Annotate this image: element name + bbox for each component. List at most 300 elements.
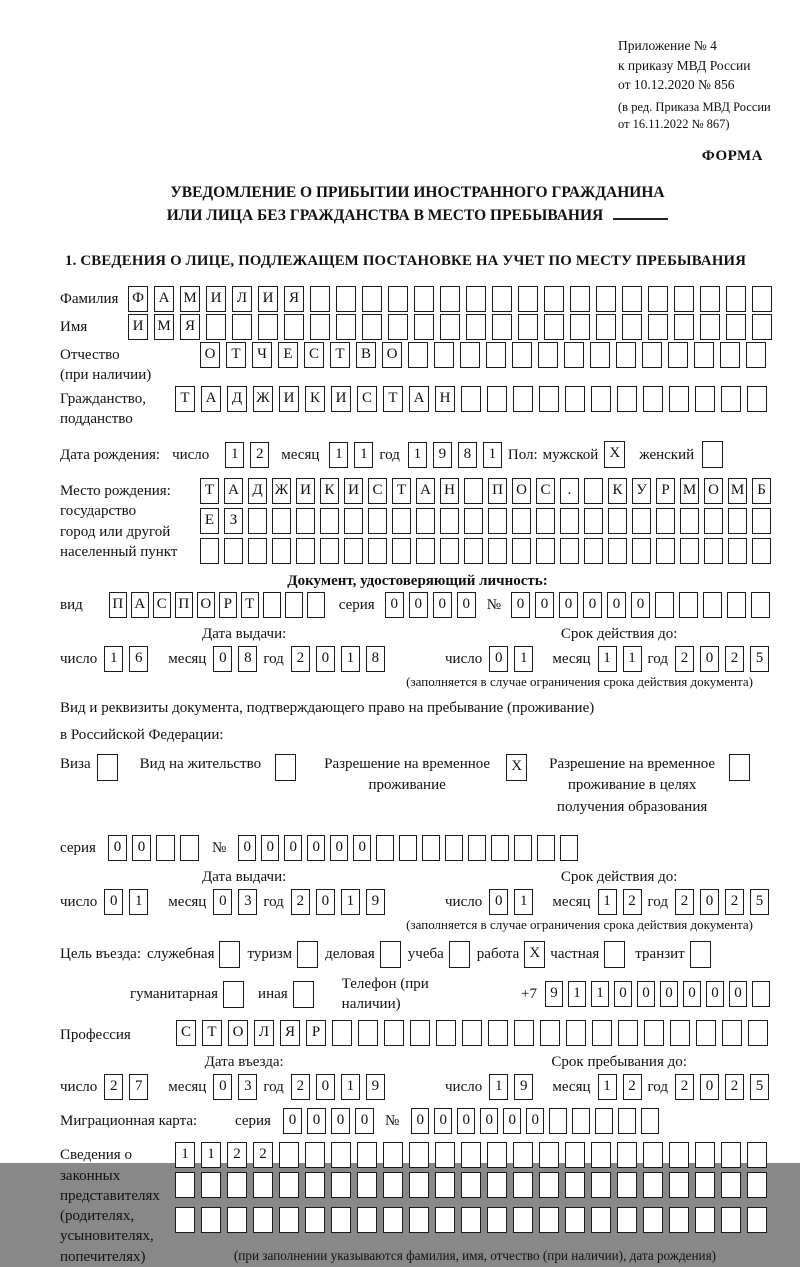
char-box[interactable] (641, 1108, 659, 1134)
char-box[interactable] (622, 286, 642, 312)
char-box[interactable] (416, 538, 435, 564)
char-box[interactable]: 1 (201, 1142, 221, 1168)
char-box[interactable]: А (409, 386, 429, 412)
char-box[interactable] (618, 1020, 638, 1046)
visa-checkbox[interactable] (97, 754, 118, 781)
char-box[interactable] (560, 538, 579, 564)
char-box[interactable]: О (200, 342, 220, 368)
char-box[interactable]: 0 (729, 981, 747, 1007)
char-box[interactable]: Я (280, 1020, 300, 1046)
char-box[interactable] (747, 1172, 767, 1198)
char-box[interactable] (726, 314, 746, 340)
char-box[interactable]: 1 (598, 1074, 617, 1100)
char-box[interactable] (680, 508, 699, 534)
char-box[interactable] (668, 342, 688, 368)
char-box[interactable]: Р (656, 478, 675, 504)
char-box[interactable] (392, 538, 411, 564)
char-box[interactable]: Д (248, 478, 267, 504)
char-box[interactable]: 1 (489, 1074, 508, 1100)
char-box[interactable]: 9 (433, 442, 452, 468)
char-box[interactable] (596, 314, 616, 340)
male-checkbox[interactable]: X (604, 441, 625, 468)
char-box[interactable] (409, 1207, 429, 1233)
char-box[interactable]: 0 (457, 592, 476, 618)
char-box[interactable]: 9 (514, 1074, 533, 1100)
char-box[interactable] (392, 508, 411, 534)
char-box[interactable]: 1 (341, 646, 360, 672)
char-box[interactable]: 0 (261, 835, 279, 861)
char-box[interactable]: 1 (175, 1142, 195, 1168)
char-box[interactable]: Т (200, 478, 219, 504)
char-box[interactable]: Т (392, 478, 411, 504)
char-box[interactable] (696, 1020, 716, 1046)
char-box[interactable] (279, 1172, 299, 1198)
char-box[interactable] (468, 835, 486, 861)
char-box[interactable] (310, 314, 330, 340)
purpose-transit-checkbox[interactable] (690, 941, 711, 968)
char-box[interactable]: З (224, 508, 243, 534)
char-box[interactable]: Л (254, 1020, 274, 1046)
char-box[interactable] (279, 1207, 299, 1233)
char-box[interactable]: 5 (750, 889, 769, 915)
char-box[interactable] (435, 1207, 455, 1233)
char-box[interactable] (414, 286, 434, 312)
char-box[interactable]: 0 (583, 592, 602, 618)
char-box[interactable] (591, 1172, 611, 1198)
char-box[interactable]: 0 (480, 1108, 498, 1134)
char-box[interactable] (284, 314, 304, 340)
char-box[interactable]: 1 (341, 889, 360, 915)
char-box[interactable]: С (176, 1020, 196, 1046)
char-box[interactable] (644, 1020, 664, 1046)
char-box[interactable] (584, 478, 603, 504)
char-box[interactable]: 2 (623, 1074, 642, 1100)
char-box[interactable] (253, 1172, 273, 1198)
char-box[interactable]: 0 (316, 646, 335, 672)
char-box[interactable]: 0 (213, 889, 232, 915)
char-box[interactable] (694, 342, 714, 368)
char-box[interactable] (331, 1142, 351, 1168)
temp-residence-checkbox[interactable]: X (506, 754, 527, 781)
char-box[interactable] (305, 1172, 325, 1198)
char-box[interactable] (632, 538, 651, 564)
char-box[interactable]: 0 (213, 646, 232, 672)
char-box[interactable]: 9 (545, 981, 563, 1007)
char-box[interactable] (564, 342, 584, 368)
char-box[interactable]: 3 (238, 889, 257, 915)
char-box[interactable]: 0 (331, 1108, 350, 1134)
char-box[interactable]: С (368, 478, 387, 504)
char-box[interactable]: 0 (660, 981, 678, 1007)
char-box[interactable] (487, 1142, 507, 1168)
char-box[interactable]: 1 (225, 442, 244, 468)
char-box[interactable]: 0 (489, 889, 508, 915)
char-box[interactable]: 5 (750, 1074, 769, 1100)
char-box[interactable] (513, 1142, 533, 1168)
char-box[interactable]: 2 (675, 889, 694, 915)
char-box[interactable] (643, 1142, 663, 1168)
char-box[interactable]: К (608, 478, 627, 504)
char-box[interactable] (175, 1172, 195, 1198)
char-box[interactable]: 9 (366, 1074, 385, 1100)
char-box[interactable]: 1 (598, 889, 617, 915)
char-box[interactable] (409, 1172, 429, 1198)
char-box[interactable] (643, 1207, 663, 1233)
char-box[interactable] (752, 508, 771, 534)
char-box[interactable] (486, 342, 506, 368)
char-box[interactable]: 9 (366, 889, 385, 915)
char-box[interactable] (464, 508, 483, 534)
char-box[interactable] (591, 386, 611, 412)
char-box[interactable] (388, 314, 408, 340)
char-box[interactable] (336, 314, 356, 340)
char-box[interactable] (721, 386, 741, 412)
char-box[interactable]: 0 (104, 889, 123, 915)
char-box[interactable] (408, 342, 428, 368)
char-box[interactable]: О (228, 1020, 248, 1046)
char-box[interactable] (656, 538, 675, 564)
char-box[interactable] (296, 538, 315, 564)
char-box[interactable] (669, 1142, 689, 1168)
char-box[interactable]: 0 (284, 835, 302, 861)
female-checkbox[interactable] (702, 441, 723, 468)
purpose-commercial-checkbox[interactable] (380, 941, 401, 968)
char-box[interactable]: С (536, 478, 555, 504)
char-box[interactable] (513, 1172, 533, 1198)
char-box[interactable] (643, 386, 663, 412)
purpose-private-checkbox[interactable] (604, 941, 625, 968)
char-box[interactable]: 1 (568, 981, 586, 1007)
char-box[interactable] (487, 1207, 507, 1233)
char-box[interactable]: Я (180, 314, 200, 340)
char-box[interactable]: 1 (623, 646, 642, 672)
char-box[interactable] (272, 538, 291, 564)
char-box[interactable] (648, 314, 668, 340)
char-box[interactable]: 1 (341, 1074, 360, 1100)
char-box[interactable]: 1 (104, 646, 123, 672)
char-box[interactable] (307, 592, 325, 618)
char-box[interactable] (565, 1142, 585, 1168)
char-box[interactable]: 0 (108, 835, 127, 861)
char-box[interactable]: И (128, 314, 148, 340)
char-box[interactable] (461, 1142, 481, 1168)
char-box[interactable] (539, 386, 559, 412)
char-box[interactable] (617, 386, 637, 412)
char-box[interactable]: 0 (631, 592, 650, 618)
char-box[interactable] (512, 342, 532, 368)
char-box[interactable] (488, 1020, 508, 1046)
char-box[interactable] (440, 508, 459, 534)
char-box[interactable] (565, 386, 585, 412)
char-box[interactable] (695, 1142, 715, 1168)
char-box[interactable]: А (154, 286, 174, 312)
char-box[interactable]: Т (383, 386, 403, 412)
char-box[interactable]: Н (435, 386, 455, 412)
char-box[interactable] (368, 538, 387, 564)
char-box[interactable]: Р (219, 592, 237, 618)
char-box[interactable] (258, 314, 278, 340)
char-box[interactable] (383, 1172, 403, 1198)
char-box[interactable]: 0 (238, 835, 256, 861)
char-box[interactable] (466, 314, 486, 340)
char-box[interactable] (643, 1172, 663, 1198)
char-box[interactable] (383, 1142, 403, 1168)
char-box[interactable] (608, 508, 627, 534)
char-box[interactable] (358, 1020, 378, 1046)
char-box[interactable] (175, 1207, 195, 1233)
char-box[interactable] (227, 1207, 247, 1233)
char-box[interactable] (618, 1108, 636, 1134)
char-box[interactable]: 8 (366, 646, 385, 672)
char-box[interactable] (595, 1108, 613, 1134)
char-box[interactable] (539, 1142, 559, 1168)
char-box[interactable] (721, 1172, 741, 1198)
char-box[interactable]: Л (232, 286, 252, 312)
char-box[interactable] (464, 478, 483, 504)
char-box[interactable] (669, 1207, 689, 1233)
char-box[interactable] (728, 508, 747, 534)
char-box[interactable] (285, 592, 303, 618)
purpose-work-checkbox[interactable]: X (524, 941, 545, 968)
char-box[interactable]: С (153, 592, 171, 618)
char-box[interactable] (310, 286, 330, 312)
char-box[interactable] (632, 508, 651, 534)
char-box[interactable] (384, 1020, 404, 1046)
char-box[interactable] (538, 342, 558, 368)
char-box[interactable] (544, 286, 564, 312)
char-box[interactable] (617, 1172, 637, 1198)
char-box[interactable] (422, 835, 440, 861)
char-box[interactable] (201, 1207, 221, 1233)
char-box[interactable]: Е (200, 508, 219, 534)
purpose-study-checkbox[interactable] (449, 941, 470, 968)
char-box[interactable] (566, 1020, 586, 1046)
char-box[interactable]: В (356, 342, 376, 368)
char-box[interactable]: 1 (329, 442, 348, 468)
purpose-other-checkbox[interactable] (293, 981, 314, 1008)
char-box[interactable] (592, 1020, 612, 1046)
char-box[interactable]: К (305, 386, 325, 412)
char-box[interactable]: К (320, 478, 339, 504)
char-box[interactable] (608, 538, 627, 564)
char-box[interactable] (201, 1172, 221, 1198)
char-box[interactable] (357, 1142, 377, 1168)
char-box[interactable] (642, 342, 662, 368)
char-box[interactable]: 0 (409, 592, 428, 618)
char-box[interactable]: 0 (355, 1108, 374, 1134)
char-box[interactable] (410, 1020, 430, 1046)
char-box[interactable]: И (296, 478, 315, 504)
char-box[interactable] (305, 1207, 325, 1233)
char-box[interactable] (648, 286, 668, 312)
char-box[interactable] (487, 386, 507, 412)
char-box[interactable] (721, 1207, 741, 1233)
char-box[interactable] (357, 1172, 377, 1198)
char-box[interactable] (704, 538, 723, 564)
char-box[interactable]: 3 (238, 1074, 257, 1100)
char-box[interactable]: 2 (253, 1142, 273, 1168)
char-box[interactable] (435, 1142, 455, 1168)
char-box[interactable]: Д (227, 386, 247, 412)
char-box[interactable] (703, 592, 722, 618)
char-box[interactable]: Я (284, 286, 304, 312)
char-box[interactable]: 0 (385, 592, 404, 618)
char-box[interactable] (617, 1207, 637, 1233)
char-box[interactable] (752, 314, 772, 340)
char-box[interactable]: А (201, 386, 221, 412)
char-box[interactable]: 5 (750, 646, 769, 672)
char-box[interactable] (462, 1020, 482, 1046)
char-box[interactable] (584, 538, 603, 564)
char-box[interactable] (539, 1172, 559, 1198)
char-box[interactable]: М (680, 478, 699, 504)
char-box[interactable]: 2 (291, 1074, 310, 1100)
char-box[interactable]: И (344, 478, 363, 504)
char-box[interactable]: А (131, 592, 149, 618)
char-box[interactable] (720, 342, 740, 368)
char-box[interactable] (747, 386, 767, 412)
char-box[interactable] (669, 386, 689, 412)
char-box[interactable]: 0 (411, 1108, 429, 1134)
char-box[interactable] (513, 1207, 533, 1233)
char-box[interactable] (440, 286, 460, 312)
char-box[interactable]: 8 (458, 442, 477, 468)
char-box[interactable] (617, 1142, 637, 1168)
char-box[interactable] (487, 1172, 507, 1198)
char-box[interactable] (464, 538, 483, 564)
char-box[interactable]: Ф (128, 286, 148, 312)
char-box[interactable] (320, 538, 339, 564)
char-box[interactable] (357, 1207, 377, 1233)
char-box[interactable] (591, 1207, 611, 1233)
char-box[interactable] (544, 314, 564, 340)
char-box[interactable]: 0 (559, 592, 578, 618)
char-box[interactable] (570, 314, 590, 340)
char-box[interactable]: 2 (291, 889, 310, 915)
char-box[interactable]: И (331, 386, 351, 412)
char-box[interactable] (695, 386, 715, 412)
char-box[interactable] (751, 592, 770, 618)
char-box[interactable] (616, 342, 636, 368)
char-box[interactable]: 0 (700, 889, 719, 915)
purpose-tourism-checkbox[interactable] (297, 941, 318, 968)
char-box[interactable]: 1 (514, 646, 533, 672)
char-box[interactable]: Ж (272, 478, 291, 504)
char-box[interactable]: 0 (283, 1108, 302, 1134)
char-box[interactable]: . (560, 478, 579, 504)
char-box[interactable]: 7 (129, 1074, 148, 1100)
char-box[interactable] (726, 286, 746, 312)
char-box[interactable] (248, 508, 267, 534)
char-box[interactable]: Ж (253, 386, 273, 412)
char-box[interactable] (460, 342, 480, 368)
char-box[interactable]: 0 (607, 592, 626, 618)
char-box[interactable]: 2 (227, 1142, 247, 1168)
char-box[interactable] (572, 1108, 590, 1134)
char-box[interactable] (488, 508, 507, 534)
char-box[interactable]: 0 (503, 1108, 521, 1134)
char-box[interactable] (492, 286, 512, 312)
char-box[interactable] (680, 538, 699, 564)
char-box[interactable] (539, 1207, 559, 1233)
char-box[interactable] (344, 508, 363, 534)
char-box[interactable]: 0 (316, 889, 335, 915)
char-box[interactable] (206, 314, 226, 340)
char-box[interactable] (436, 1020, 456, 1046)
char-box[interactable]: Т (330, 342, 350, 368)
char-box[interactable] (435, 1172, 455, 1198)
char-box[interactable] (227, 1172, 247, 1198)
char-box[interactable]: О (197, 592, 215, 618)
char-box[interactable]: 0 (526, 1108, 544, 1134)
char-box[interactable] (622, 314, 642, 340)
char-box[interactable] (721, 1142, 741, 1168)
char-box[interactable] (368, 508, 387, 534)
char-box[interactable]: 1 (598, 646, 617, 672)
char-box[interactable]: 0 (706, 981, 724, 1007)
char-box[interactable]: Б (752, 478, 771, 504)
char-box[interactable] (248, 538, 267, 564)
char-box[interactable] (747, 1142, 767, 1168)
char-box[interactable]: 0 (489, 646, 508, 672)
char-box[interactable]: М (180, 286, 200, 312)
char-box[interactable]: 0 (307, 835, 325, 861)
char-box[interactable] (536, 538, 555, 564)
char-box[interactable]: С (357, 386, 377, 412)
char-box[interactable]: 1 (129, 889, 148, 915)
char-box[interactable] (434, 342, 454, 368)
char-box[interactable] (461, 1207, 481, 1233)
char-box[interactable]: 0 (132, 835, 151, 861)
char-box[interactable]: Н (440, 478, 459, 504)
char-box[interactable] (409, 1142, 429, 1168)
char-box[interactable]: Т (241, 592, 259, 618)
char-box[interactable]: 0 (614, 981, 632, 1007)
char-box[interactable] (512, 538, 531, 564)
char-box[interactable] (655, 592, 674, 618)
char-box[interactable]: Ч (252, 342, 272, 368)
char-box[interactable]: А (416, 478, 435, 504)
char-box[interactable]: Е (278, 342, 298, 368)
char-box[interactable] (279, 1142, 299, 1168)
char-box[interactable] (674, 314, 694, 340)
char-box[interactable] (362, 314, 382, 340)
char-box[interactable] (388, 286, 408, 312)
char-box[interactable]: С (304, 342, 324, 368)
char-box[interactable] (700, 286, 720, 312)
char-box[interactable] (752, 981, 770, 1007)
char-box[interactable]: А (224, 478, 243, 504)
char-box[interactable]: 2 (291, 646, 310, 672)
char-box[interactable] (674, 286, 694, 312)
char-box[interactable] (518, 286, 538, 312)
char-box[interactable]: 1 (408, 442, 427, 468)
char-box[interactable] (695, 1172, 715, 1198)
char-box[interactable]: 2 (104, 1074, 123, 1100)
char-box[interactable] (180, 835, 199, 861)
char-box[interactable] (549, 1108, 567, 1134)
char-box[interactable] (224, 538, 243, 564)
char-box[interactable]: 0 (213, 1074, 232, 1100)
char-box[interactable]: 2 (623, 889, 642, 915)
char-box[interactable]: 2 (725, 646, 744, 672)
char-box[interactable]: 0 (353, 835, 371, 861)
char-box[interactable]: 1 (514, 889, 533, 915)
char-box[interactable] (461, 386, 481, 412)
char-box[interactable]: 0 (535, 592, 554, 618)
char-box[interactable]: 1 (591, 981, 609, 1007)
char-box[interactable] (679, 592, 698, 618)
